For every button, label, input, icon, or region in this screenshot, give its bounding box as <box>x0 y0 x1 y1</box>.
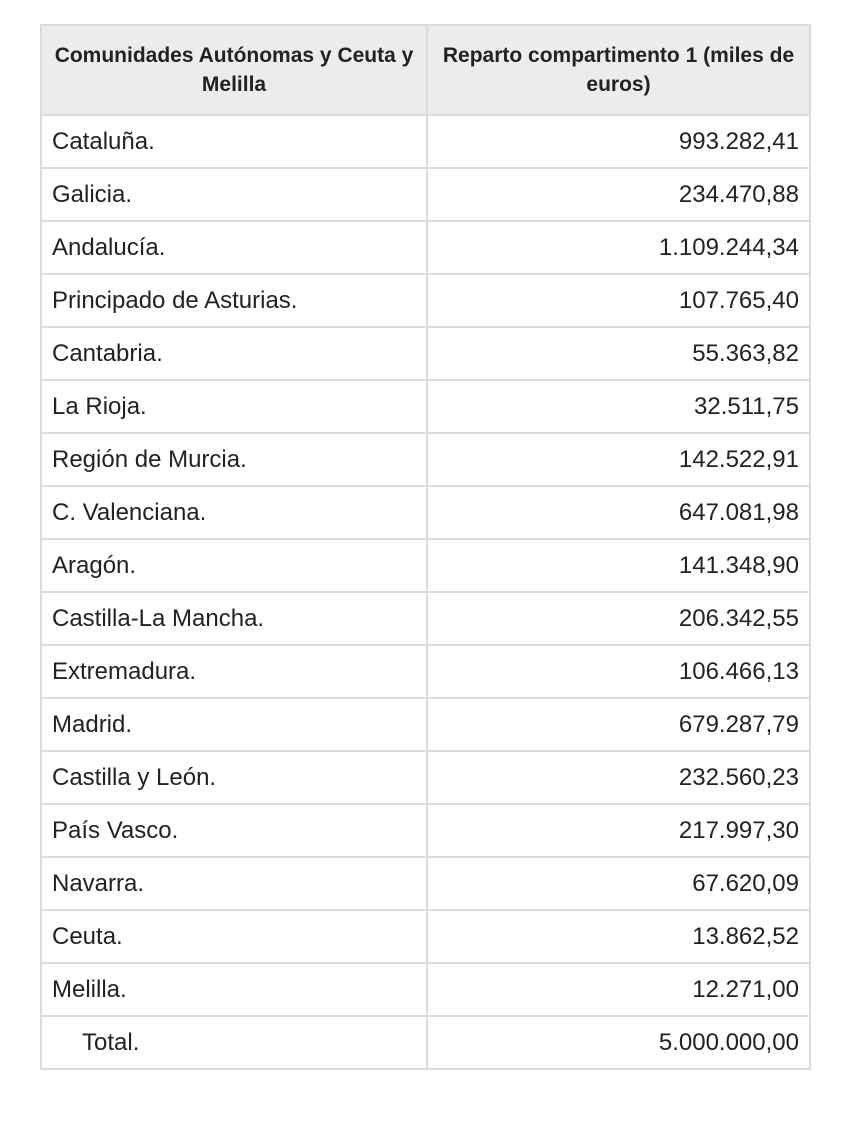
allocation-value: 993.282,41 <box>427 115 810 168</box>
table-row <box>41 168 810 221</box>
allocation-value: 67.620,09 <box>427 857 810 910</box>
community-name: Melilla. <box>41 963 427 1016</box>
table-row <box>41 486 810 539</box>
community-name: Cataluña. <box>41 115 427 168</box>
header-comunidades: Comunidades Autónomas y Ceuta y Melilla <box>41 25 427 115</box>
allocation-value: 13.862,52 <box>427 910 810 963</box>
total-row <box>41 1016 810 1069</box>
allocation-value: 55.363,82 <box>427 327 810 380</box>
total-value: 5.000.000,00 <box>427 1016 810 1069</box>
allocation-value: 206.342,55 <box>427 592 810 645</box>
header-row <box>41 25 810 115</box>
table-row <box>41 963 810 1016</box>
community-name: Andalucía. <box>41 221 427 274</box>
allocation-value: 141.348,90 <box>427 539 810 592</box>
community-name: Cantabria. <box>41 327 427 380</box>
community-name: Madrid. <box>41 698 427 751</box>
allocation-value: 107.765,40 <box>427 274 810 327</box>
allocation-value: 12.271,00 <box>427 963 810 1016</box>
community-name: Ceuta. <box>41 910 427 963</box>
table-row <box>41 857 810 910</box>
allocation-value: 32.511,75 <box>427 380 810 433</box>
allocation-value: 1.109.244,34 <box>427 221 810 274</box>
table-row <box>41 910 810 963</box>
table-row <box>41 221 810 274</box>
table-row <box>41 804 810 857</box>
total-label: Total. <box>41 1016 427 1069</box>
community-name: La Rioja. <box>41 380 427 433</box>
community-name: Extremadura. <box>41 645 427 698</box>
allocation-value: 142.522,91 <box>427 433 810 486</box>
community-name: Castilla y León. <box>41 751 427 804</box>
table-row <box>41 380 810 433</box>
reparto-table <box>40 24 811 1070</box>
allocation-value: 232.560,23 <box>427 751 810 804</box>
community-name: Navarra. <box>41 857 427 910</box>
allocation-value: 106.466,13 <box>427 645 810 698</box>
community-name: C. Valenciana. <box>41 486 427 539</box>
table-row <box>41 115 810 168</box>
table-row <box>41 539 810 592</box>
community-name: Aragón. <box>41 539 427 592</box>
table-row <box>41 751 810 804</box>
community-name: Galicia. <box>41 168 427 221</box>
table-row <box>41 327 810 380</box>
community-name: Castilla-La Mancha. <box>41 592 427 645</box>
allocation-value: 679.287,79 <box>427 698 810 751</box>
community-name: Región de Murcia. <box>41 433 427 486</box>
allocation-value: 647.081,98 <box>427 486 810 539</box>
allocation-value: 234.470,88 <box>427 168 810 221</box>
header-reparto: Reparto compartimento 1 (miles de euros) <box>427 25 810 115</box>
community-name: Principado de Asturias. <box>41 274 427 327</box>
table-row <box>41 592 810 645</box>
allocation-value: 217.997,30 <box>427 804 810 857</box>
community-name: País Vasco. <box>41 804 427 857</box>
table-row <box>41 698 810 751</box>
table-row <box>41 433 810 486</box>
table-row <box>41 645 810 698</box>
table-row <box>41 274 810 327</box>
